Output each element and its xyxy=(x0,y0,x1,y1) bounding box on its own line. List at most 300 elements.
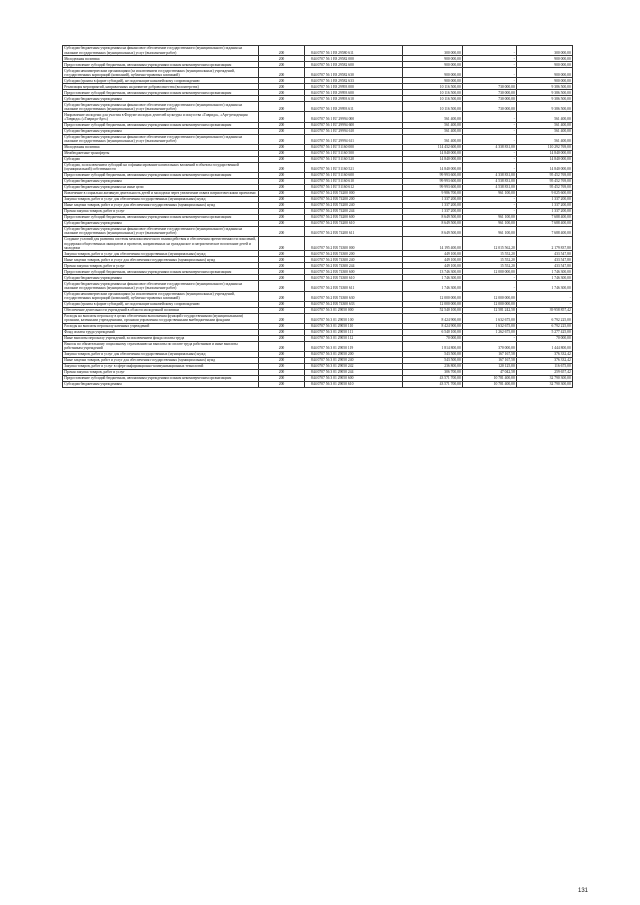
remaining-amount-cell: 14 840 000,00 xyxy=(517,150,573,156)
remaining-amount-cell: 32 790 300,00 xyxy=(517,381,573,387)
executed-amount-cell: 47 042,58 xyxy=(463,369,517,375)
line-code-cell: 200 xyxy=(259,156,305,162)
approved-amount-cell: 14 840 000,00 xyxy=(403,150,463,156)
classification-code-cell: 844 0707 56 1 Е8 29993 610 xyxy=(305,96,403,102)
line-code-cell: 200 xyxy=(259,323,305,329)
classification-code-cell: 844 0707 56 2 ЕВ 74200 611 xyxy=(305,226,403,236)
line-code-cell: 200 xyxy=(259,269,305,275)
approved-amount-cell: 14 840 000,00 xyxy=(403,156,463,162)
approved-amount-cell: 561 400,00 xyxy=(403,134,463,144)
approved-amount-cell: 10 116 500,00 xyxy=(403,84,463,90)
description-cell: Молодежная политика xyxy=(63,56,259,62)
page-number: 131 xyxy=(578,888,589,894)
description-cell: Субсидии (гранты в форме субсидий), не подлежащие казначейскому сопровождению xyxy=(63,78,259,84)
description-cell: Субсидии бюджетным учреждениям xyxy=(63,220,259,226)
remaining-amount-cell: 9 386 500,00 xyxy=(517,84,573,90)
line-code-cell: 200 xyxy=(259,122,305,128)
approved-amount-cell: 6 540 100,00 xyxy=(403,329,463,335)
remaining-amount-cell: 9 025 600,00 xyxy=(517,190,573,196)
line-code-cell: 200 xyxy=(259,335,305,341)
table-row xyxy=(63,341,573,351)
line-code-cell: 200 xyxy=(259,208,305,214)
executed-amount-cell: - xyxy=(463,56,517,62)
classification-code-cell: 844 0707 56 1 ЕГ 29994 000 xyxy=(305,112,403,122)
classification-code-cell: 844 0707 56 1 ЕГ 29994 610 xyxy=(305,128,403,134)
classification-code-cell: 844 0707 56 3 01 29050 100 xyxy=(305,313,403,323)
table-row xyxy=(63,301,573,307)
executed-amount-cell: - xyxy=(463,122,517,128)
classification-code-cell: 844 0707 56 1 ЕГ 51160 612 xyxy=(305,184,403,190)
approved-amount-cell: 12 000 000,00 xyxy=(403,291,463,301)
executed-amount-cell: - xyxy=(463,156,517,162)
classification-code-cell: 844 0707 56 3 01 29050 240 xyxy=(305,357,403,363)
description-cell: Субсидии бюджетным учреждениям xyxy=(63,275,259,281)
remaining-amount-cell: 1 746 300,00 xyxy=(517,269,573,275)
table-row xyxy=(63,237,573,251)
approved-amount-cell: 8 424 900,00 xyxy=(403,313,463,323)
line-code-cell: 200 xyxy=(259,102,305,112)
remaining-amount-cell: 7 688 400,00 xyxy=(517,220,573,226)
classification-code-cell: 844 0707 56 1 Е8 29582 000 xyxy=(305,56,403,62)
classification-code-cell: 844 0707 56 2 ЕВ 74300 600 xyxy=(305,269,403,275)
executed-amount-cell: - xyxy=(463,281,517,291)
line-code-cell: 200 xyxy=(259,68,305,78)
remaining-amount-cell: 9 386 500,00 xyxy=(517,96,573,102)
remaining-amount-cell: 300 000,00 xyxy=(517,46,573,56)
remaining-amount-cell: 9 386 500,00 xyxy=(517,102,573,112)
executed-amount-cell: 12 000 000,00 xyxy=(463,301,517,307)
table-row xyxy=(63,381,573,387)
executed-amount-cell: - xyxy=(463,202,517,208)
line-code-cell: 200 xyxy=(259,90,305,96)
approved-amount-cell: 1 746 300,00 xyxy=(403,281,463,291)
table-row xyxy=(63,68,573,78)
classification-code-cell: 844 0707 56 2 ЕВ 74300 611 xyxy=(305,281,403,291)
line-code-cell: 200 xyxy=(259,178,305,184)
executed-amount-cell: 1 632 675,00 xyxy=(463,313,517,323)
executed-amount-cell: - xyxy=(463,78,517,84)
description-cell: Расходы на выплаты персоналу казенных учреждений xyxy=(63,323,259,329)
executed-amount-cell: - xyxy=(463,275,517,281)
table-row xyxy=(63,112,573,122)
executed-amount-cell: 730 000,00 xyxy=(463,90,517,96)
approved-amount-cell: 900 000,00 xyxy=(403,62,463,68)
executed-amount-cell: - xyxy=(463,46,517,56)
description-cell: Иные выплаты персоналу учреждений, за исключением фонда оплаты труда xyxy=(63,335,259,341)
executed-amount-cell: 730 000,00 xyxy=(463,96,517,102)
description-cell: Субсидии бюджетным учреждениям на финансовое обеспечение государственного (муниципального) задания на оказание государственных (муниципальных) услуг (выполнение работ) xyxy=(63,281,259,291)
remaining-amount-cell: 14 840 000,00 xyxy=(517,156,573,162)
description-cell: Прочая закупка товаров, работ и услуг xyxy=(63,263,259,269)
approved-amount-cell: 561 400,00 xyxy=(403,128,463,134)
approved-amount-cell: 1 814 800,00 xyxy=(403,341,463,351)
classification-code-cell: 844 0707 56 3 01 29050 610 xyxy=(305,381,403,387)
executed-amount-cell: 961 100,00 xyxy=(463,190,517,196)
classification-code-cell: 844 0707 56 1 Е8 29993 611 xyxy=(305,102,403,112)
description-cell: Предоставление субсидий бюджетным, автономным учреждениям и иным некоммерческим организациям xyxy=(63,375,259,381)
remaining-amount-cell: 900 000,00 xyxy=(517,56,573,62)
line-code-cell: 200 xyxy=(259,291,305,301)
classification-code-cell: 844 0707 56 3 01 29050 244 xyxy=(305,369,403,375)
classification-code-cell: 844 0707 56 2 ЕВ 74200 610 xyxy=(305,220,403,226)
classification-code-cell: 844 0707 56 1 Е8 29993 600 xyxy=(305,90,403,96)
remaining-amount-cell: 110 292 769,00 xyxy=(517,144,573,150)
description-cell: Субсидии некоммерческим организациям (за исключением государственных (муниципальных) учреждений, государственных корпораций (компаний), публично-правовых компаний) xyxy=(63,68,259,78)
classification-code-cell: 844 0707 56 2 ЕВ 74300 633 xyxy=(305,301,403,307)
table-row xyxy=(63,323,573,329)
executed-amount-cell: 10 781 400,00 xyxy=(463,381,517,387)
executed-amount-cell: 15 552,20 xyxy=(463,263,517,269)
budget-table-body xyxy=(63,46,573,388)
approved-amount-cell: 43 571 700,00 xyxy=(403,381,463,387)
description-cell: Субсидии xyxy=(63,156,259,162)
executed-amount-cell: - xyxy=(463,68,517,78)
executed-amount-cell: 4 338 831,00 xyxy=(463,144,517,150)
line-code-cell: 200 xyxy=(259,184,305,190)
description-cell: Субсидии бюджетным учреждениям xyxy=(63,128,259,134)
remaining-amount-cell: 561 400,00 xyxy=(517,112,573,122)
remaining-amount-cell: 1 337 200,00 xyxy=(517,196,573,202)
executed-amount-cell: 12 015 562,20 xyxy=(463,237,517,251)
description-cell: Взносы по обязательному социальному страхованию на выплаты по оплате труда работников и иные выплаты работникам учреждений xyxy=(63,341,259,351)
approved-amount-cell: 449 100,00 xyxy=(403,263,463,269)
line-code-cell: 200 xyxy=(259,78,305,84)
classification-code-cell: 844 0707 56 2 ЕВ 74300 000 xyxy=(305,237,403,251)
line-code-cell: 200 xyxy=(259,112,305,122)
approved-amount-cell: 900 000,00 xyxy=(403,78,463,84)
remaining-amount-cell: - xyxy=(517,291,573,301)
classification-code-cell: 844 0707 56 3 01 29050 242 xyxy=(305,363,403,369)
classification-code-cell: 844 0707 56 2 ЕВ 74200 200 xyxy=(305,196,403,202)
line-code-cell: 200 xyxy=(259,46,305,56)
remaining-amount-cell: 39 958 857,42 xyxy=(517,307,573,313)
remaining-amount-cell: 14 840 000,00 xyxy=(517,162,573,172)
line-code-cell: 200 xyxy=(259,202,305,208)
approved-amount-cell: 1 337 200,00 xyxy=(403,202,463,208)
description-cell: Субсидии бюджетным учреждениям на финансовое обеспечение государственного (муниципального) задания на оказание государственных (муниципальных) услуг (выполнение работ) xyxy=(63,46,259,56)
classification-code-cell: 844 0707 56 2 ЕВ 74300 200 xyxy=(305,251,403,257)
line-code-cell: 200 xyxy=(259,357,305,363)
approved-amount-cell: 43 571 700,00 xyxy=(403,375,463,381)
remaining-amount-cell: 9 386 500,00 xyxy=(517,90,573,96)
line-code-cell: 200 xyxy=(259,281,305,291)
approved-amount-cell: 561 400,00 xyxy=(403,112,463,122)
approved-amount-cell: 236 800,00 xyxy=(403,363,463,369)
approved-amount-cell: 13 746 300,00 xyxy=(403,269,463,275)
approved-amount-cell: 8 649 500,00 xyxy=(403,214,463,220)
line-code-cell: 200 xyxy=(259,196,305,202)
table-row xyxy=(63,375,573,381)
line-code-cell: 200 xyxy=(259,226,305,236)
remaining-amount-cell: 259 657,42 xyxy=(517,369,573,375)
executed-amount-cell: 12 000 000,00 xyxy=(463,291,517,301)
line-code-cell: 200 xyxy=(259,375,305,381)
table-row xyxy=(63,313,573,323)
description-cell: Обеспечение деятельности учреждений в области молодежной политики xyxy=(63,307,259,313)
description-cell: Субсидии бюджетным учреждениям на финансовое обеспечение государственного (муниципального) задания на оказание государственных (муниципальных) услуг (выполнение работ) xyxy=(63,102,259,112)
approved-amount-cell: 900 000,00 xyxy=(403,68,463,78)
approved-amount-cell: 561 400,00 xyxy=(403,122,463,128)
executed-amount-cell: - xyxy=(463,62,517,68)
executed-amount-cell: 4 338 831,00 xyxy=(463,172,517,178)
classification-code-cell: 844 0707 56 3 01 29050 000 xyxy=(305,307,403,313)
executed-amount-cell: 10 781 400,00 xyxy=(463,375,517,381)
classification-code-cell: 844 0707 56 3 01 29050 112 xyxy=(305,335,403,341)
approved-amount-cell: 8 424 900,00 xyxy=(403,323,463,329)
remaining-amount-cell: 95 452 769,00 xyxy=(517,172,573,178)
approved-amount-cell: 52 540 100,00 xyxy=(403,307,463,313)
classification-code-cell: 844 0707 56 3 01 29050 119 xyxy=(305,341,403,351)
executed-amount-cell: - xyxy=(463,335,517,341)
remaining-amount-cell: 95 452 769,00 xyxy=(517,184,573,190)
remaining-amount-cell: 1 444 800,00 xyxy=(517,341,573,351)
description-cell: Расходы на выплаты персоналу в целях обеспечения выполнения функций государственными (муниципальными) органами, казенными учреждениями, органами управления государственными внебюджетными фондами xyxy=(63,313,259,323)
remaining-amount-cell: 376 332,42 xyxy=(517,351,573,357)
line-code-cell: 200 xyxy=(259,237,305,251)
description-cell: Направление молодежи для участия в Форуме молодых деятелей культуры и искусства «Таврида», «Арт-резиденция «Таврида» («Таврида-Арт») xyxy=(63,112,259,122)
executed-amount-cell: 12 581 242,58 xyxy=(463,307,517,313)
line-code-cell: 200 xyxy=(259,162,305,172)
line-code-cell: 200 xyxy=(259,172,305,178)
line-code-cell: 200 xyxy=(259,214,305,220)
line-code-cell: 200 xyxy=(259,96,305,102)
description-cell: Субсидии, за исключением субсидий на софинансирование капитальных вложений в объекты государственной (муниципальной) собственности xyxy=(63,162,259,172)
remaining-amount-cell: 116 675,00 xyxy=(517,363,573,369)
budget-table xyxy=(62,45,573,388)
executed-amount-cell: - xyxy=(463,112,517,122)
table-row xyxy=(63,281,573,291)
table-row xyxy=(63,46,573,56)
approved-amount-cell: 99 993 600,00 xyxy=(403,178,463,184)
approved-amount-cell: 8 649 500,00 xyxy=(403,226,463,236)
executed-amount-cell: - xyxy=(463,162,517,172)
line-code-cell: 200 xyxy=(259,220,305,226)
classification-code-cell: 844 0707 56 2 ЕВ 74300 630 xyxy=(305,291,403,301)
classification-code-cell: 844 0707 56 1 ЕГ 51160 610 xyxy=(305,178,403,184)
classification-code-cell: 844 0707 56 1 ЕГ 51160 521 xyxy=(305,162,403,172)
line-code-cell: 200 xyxy=(259,257,305,263)
approved-amount-cell: 1 337 200,00 xyxy=(403,196,463,202)
description-cell: Иные закупки товаров, работ и услуг для обеспечения государственных (муниципальных) нужд xyxy=(63,357,259,363)
remaining-amount-cell: 900 000,00 xyxy=(517,78,573,84)
remaining-amount-cell: 1 337 200,00 xyxy=(517,202,573,208)
classification-code-cell: 844 0707 56 1 Е8 29582 600 xyxy=(305,62,403,68)
approved-amount-cell: 1 746 300,00 xyxy=(403,275,463,281)
approved-amount-cell: 14 840 000,00 xyxy=(403,162,463,172)
table-row xyxy=(63,226,573,236)
approved-amount-cell: 14 195 400,00 xyxy=(403,237,463,251)
line-code-cell: 200 xyxy=(259,62,305,68)
description-cell: Предоставление субсидий бюджетным, автономным учреждениям и иным некоммерческим организациям xyxy=(63,214,259,220)
table-row xyxy=(63,102,573,112)
description-cell: Закупка товаров, работ и услуг для обеспечения государственных (муниципальных) нужд xyxy=(63,196,259,202)
classification-code-cell: 844 0707 56 2 ЕВ 74300 240 xyxy=(305,257,403,263)
executed-amount-cell: 961 100,00 xyxy=(463,226,517,236)
table-row xyxy=(63,291,573,301)
executed-amount-cell: - xyxy=(463,134,517,144)
line-code-cell: 200 xyxy=(259,381,305,387)
description-cell: Субсидии бюджетным учреждениям xyxy=(63,96,259,102)
remaining-amount-cell: 7 688 400,00 xyxy=(517,226,573,236)
approved-amount-cell: 8 649 500,00 xyxy=(403,220,463,226)
table-row xyxy=(63,307,573,313)
remaining-amount-cell: 32 790 300,00 xyxy=(517,375,573,381)
classification-code-cell: 844 0707 56 1 ЕГ 51160 000 xyxy=(305,144,403,150)
executed-amount-cell: 1 632 675,00 xyxy=(463,323,517,329)
remaining-amount-cell: 70 000,00 xyxy=(517,335,573,341)
classification-code-cell: 844 0707 56 2 ЕВ 74200 000 xyxy=(305,190,403,196)
description-cell: Предоставление субсидий бюджетным, автономным учреждениям и иным некоммерческим организациям xyxy=(63,172,259,178)
remaining-amount-cell: 561 400,00 xyxy=(517,122,573,128)
description-cell: Субсидии бюджетным учреждениям xyxy=(63,178,259,184)
executed-amount-cell: 370 000,00 xyxy=(463,341,517,351)
classification-code-cell: 844 0707 56 3 01 29050 110 xyxy=(305,323,403,329)
approved-amount-cell: 10 116 500,00 xyxy=(403,96,463,102)
executed-amount-cell: 15 552,20 xyxy=(463,257,517,263)
line-code-cell: 200 xyxy=(259,128,305,134)
description-cell: Прочая закупка товаров, работ и услуг xyxy=(63,208,259,214)
classification-code-cell: 844 0707 56 1 Е8 29582 630 xyxy=(305,68,403,78)
approved-amount-cell: 449 100,00 xyxy=(403,257,463,263)
classification-code-cell: 844 0707 56 1 Е8 29580 611 xyxy=(305,46,403,56)
line-code-cell: 200 xyxy=(259,251,305,257)
remaining-amount-cell: 1 746 300,00 xyxy=(517,281,573,291)
remaining-amount-cell: 433 547,80 xyxy=(517,263,573,269)
description-cell: Предоставление субсидий бюджетным, автономным учреждениям и иным некоммерческим организациям xyxy=(63,90,259,96)
remaining-amount-cell: 900 000,00 xyxy=(517,62,573,68)
description-cell: Закупка товаров, работ и услуг для обеспечения государственных (муниципальных) нужд xyxy=(63,351,259,357)
approved-amount-cell: 114 432 600,00 xyxy=(403,144,463,150)
remaining-amount-cell: 2 179 837,80 xyxy=(517,237,573,251)
classification-code-cell: 844 0707 56 2 ЕВ 74200 240 xyxy=(305,202,403,208)
classification-code-cell: 844 0707 56 1 Е8 29582 633 xyxy=(305,78,403,84)
approved-amount-cell: 306 700,00 xyxy=(403,369,463,375)
executed-amount-cell: 961 100,00 xyxy=(463,220,517,226)
description-cell: Закупка товаров, работ и услуг для обеспечения государственных (муниципальных) нужд xyxy=(63,251,259,257)
approved-amount-cell: 300 000,00 xyxy=(403,46,463,56)
approved-amount-cell: 99 993 600,00 xyxy=(403,172,463,178)
executed-amount-cell: - xyxy=(463,150,517,156)
executed-amount-cell: 961 100,00 xyxy=(463,214,517,220)
line-code-cell: 200 xyxy=(259,56,305,62)
description-cell: Субсидии некоммерческим организациям (за исключением государственных (муниципальных) учреждений, государственных корпораций (компаний), публично-правовых компаний) xyxy=(63,291,259,301)
approved-amount-cell: 10 116 500,00 xyxy=(403,102,463,112)
executed-amount-cell: 1 262 675,00 xyxy=(463,329,517,335)
line-code-cell: 200 xyxy=(259,134,305,144)
line-code-cell: 200 xyxy=(259,190,305,196)
remaining-amount-cell: 376 332,42 xyxy=(517,357,573,363)
remaining-amount-cell: 6 792 225,00 xyxy=(517,323,573,329)
description-cell: Создание условий для развития системы межпоколенческого взаимодействия и обеспечения преемственности поколений, поддержки общественных инициатив и проектов, направленных на гражданское и патриотическое воспитание детей и молодежи xyxy=(63,237,259,251)
description-cell: Предоставление субсидий бюджетным, автономным учреждениям и иным некоммерческим организациям xyxy=(63,62,259,68)
executed-amount-cell: 4 538 831,00 xyxy=(463,184,517,190)
description-cell: Прочая закупка товаров, работ и услуг xyxy=(63,369,259,375)
line-code-cell: 200 xyxy=(259,329,305,335)
description-cell: Субсидии бюджетным учреждениям xyxy=(63,381,259,387)
description-cell: Иные закупки товаров, работ и услуг для обеспечения государственных (муниципальных) нужд xyxy=(63,257,259,263)
approved-amount-cell: 70 000,00 xyxy=(403,335,463,341)
remaining-amount-cell: 561 400,00 xyxy=(517,134,573,144)
line-code-cell: 200 xyxy=(259,341,305,351)
classification-code-cell: 844 0707 56 1 ЕГ 29994 611 xyxy=(305,134,403,144)
approved-amount-cell: 543 500,00 xyxy=(403,357,463,363)
description-cell: Субсидии бюджетным учреждениям на иные цели xyxy=(63,184,259,190)
classification-code-cell: 844 0707 56 1 ЕГ 51160 520 xyxy=(305,156,403,162)
description-cell: Субсидии (гранты в форме субсидий), не подлежащие казначейскому сопровождению xyxy=(63,301,259,307)
approved-amount-cell: 449 100,00 xyxy=(403,251,463,257)
line-code-cell: 200 xyxy=(259,369,305,375)
classification-code-cell: 844 0707 56 2 ЕВ 74300 610 xyxy=(305,275,403,281)
remaining-amount-cell: 433 547,80 xyxy=(517,251,573,257)
description-cell: Субсидии бюджетным учреждениям на финансовое обеспечение государственного (муниципального) задания на оказание государственных (муниципальных) услуг (выполнение работ) xyxy=(63,134,259,144)
line-code-cell: 200 xyxy=(259,144,305,150)
executed-amount-cell: 12 000 000,00 xyxy=(463,269,517,275)
table-row xyxy=(63,134,573,144)
line-code-cell: 200 xyxy=(259,351,305,357)
approved-amount-cell: 99 993 600,00 xyxy=(403,184,463,190)
classification-code-cell: 844 0707 56 3 01 29050 111 xyxy=(305,329,403,335)
classification-code-cell: 844 0707 56 2 ЕВ 74200 600 xyxy=(305,214,403,220)
remaining-amount-cell: 1 337 200,00 xyxy=(517,208,573,214)
description-cell: Фонд оплаты труда учреждений xyxy=(63,329,259,335)
remaining-amount-cell: 6 792 225,00 xyxy=(517,313,573,323)
description-cell: Межбюджетные трансферты xyxy=(63,150,259,156)
remaining-amount-cell: 95 452 769,00 xyxy=(517,178,573,184)
executed-amount-cell: - xyxy=(463,208,517,214)
remaining-amount-cell: 1 746 300,00 xyxy=(517,275,573,281)
approved-amount-cell: 1 337 200,00 xyxy=(403,208,463,214)
line-code-cell: 200 xyxy=(259,301,305,307)
description-cell: Субсидии бюджетным учреждениям на финансовое обеспечение государственного (муниципального) задания на оказание государственных (муниципальных) услуг (выполнение работ) xyxy=(63,226,259,236)
approved-amount-cell: 9 986 700,00 xyxy=(403,190,463,196)
executed-amount-cell: 120 125,00 xyxy=(463,363,517,369)
description-cell: Молодежная политика xyxy=(63,144,259,150)
remaining-amount-cell: - xyxy=(517,301,573,307)
table-row xyxy=(63,269,573,275)
description-cell: Предоставление субсидий бюджетным, автономным учреждениям и иным некоммерческим организациям xyxy=(63,269,259,275)
approved-amount-cell: 12 000 000,00 xyxy=(403,301,463,307)
description-cell: Закупка товаров, работ и услуг в сфере информационно-коммуникационных технологий xyxy=(63,363,259,369)
executed-amount-cell: 730 000,00 xyxy=(463,102,517,112)
classification-code-cell: 844 0707 56 2 ЕВ 74200 244 xyxy=(305,208,403,214)
description-cell: Предоставление субсидий бюджетным, автономным учреждениям и иным некоммерческим организациям xyxy=(63,122,259,128)
table-row xyxy=(63,184,573,190)
executed-amount-cell: 15 552,20 xyxy=(463,251,517,257)
executed-amount-cell: - xyxy=(463,196,517,202)
classification-code-cell: 844 0707 56 1 ЕГ 51160 500 xyxy=(305,150,403,156)
table-row xyxy=(63,172,573,178)
remaining-amount-cell: 7 688 400,00 xyxy=(517,214,573,220)
classification-code-cell: 844 0707 56 3 01 29050 200 xyxy=(305,351,403,357)
approved-amount-cell: 10 116 500,00 xyxy=(403,90,463,96)
remaining-amount-cell: 900 000,00 xyxy=(517,68,573,78)
line-code-cell: 200 xyxy=(259,84,305,90)
description-cell: Реализация мероприятий, направленных на развитие добровольчества (волонтерства) xyxy=(63,84,259,90)
description-cell: Вовлечение в социально активную деятельность детей и молодежи через увеличение охвата патриотическими проектами xyxy=(63,190,259,196)
remaining-amount-cell: 433 547,80 xyxy=(517,257,573,263)
executed-amount-cell: - xyxy=(463,128,517,134)
classification-code-cell: 844 0707 56 1 ЕГ 51160 600 xyxy=(305,172,403,178)
line-code-cell: 200 xyxy=(259,307,305,313)
table-row xyxy=(63,162,573,172)
classification-code-cell: 844 0707 56 1 Е8 29993 000 xyxy=(305,84,403,90)
executed-amount-cell: 730 000,00 xyxy=(463,84,517,90)
line-code-cell: 200 xyxy=(259,150,305,156)
line-code-cell: 200 xyxy=(259,363,305,369)
executed-amount-cell: 167 167,58 xyxy=(463,357,517,363)
line-code-cell: 200 xyxy=(259,275,305,281)
approved-amount-cell: 543 500,00 xyxy=(403,351,463,357)
